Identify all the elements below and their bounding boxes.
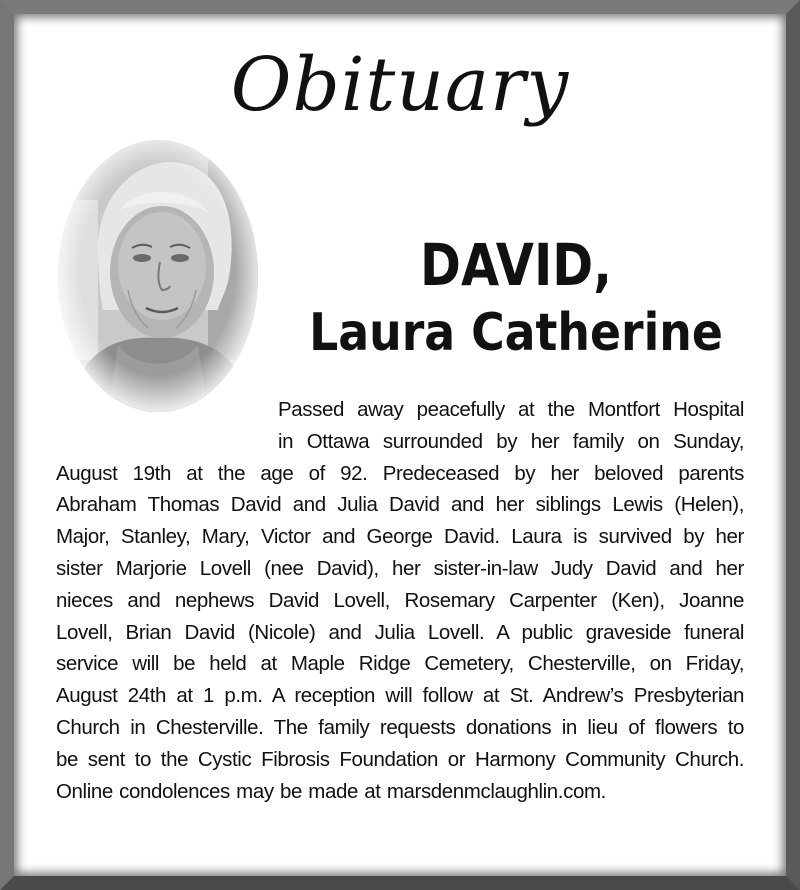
body-line: be sent to the Cystic Fibrosis Foundation or Harmony Community Church.	[56, 747, 744, 771]
body-line: Online condolences may be made at marsdenmclaughlin.com.	[56, 779, 606, 803]
body-line: sister Marjorie Lovell (nee David), her sister-in-law Judy David and her	[56, 556, 744, 580]
obituary-heading: Obituary	[230, 42, 570, 128]
body-line: Major, Stanley, Mary, Victor and George David. Laura is survived by her	[56, 525, 744, 549]
body-line: nieces and nephews David Lovell, Rosemary Carpenter (Ken), Joanne	[56, 588, 744, 612]
deceased-name	[276, 230, 756, 366]
body-line: August 24th at 1 p.m. A reception will follow at St. Andrew’s Presbyterian	[56, 684, 744, 708]
body-line: service will be held at Maple Ridge Cemetery, Chesterville, on Friday,	[56, 652, 744, 676]
body-line: Passed away peacefully at the Montfort Hospital	[278, 398, 744, 421]
body-line: Lovell, Brian David (Nicole) and Julia Lovell. A public graveside funeral	[56, 620, 744, 644]
body-line: Abraham Thomas David and Julia David and her siblings Lewis (Helen),	[56, 493, 744, 517]
body-line: August 19th at the age of 92. Predeceased by her beloved parents	[56, 461, 744, 485]
portrait-photo	[58, 140, 258, 412]
body-line: in Ottawa surrounded by her family on Sunday,	[278, 429, 744, 453]
obituary-body	[56, 394, 744, 807]
body-line: Church in Chesterville. The family requests donations in lieu of flowers to	[56, 715, 744, 739]
deceased-given-names: Laura Catherine	[309, 303, 723, 363]
deceased-surname: DAVID,	[420, 231, 612, 299]
